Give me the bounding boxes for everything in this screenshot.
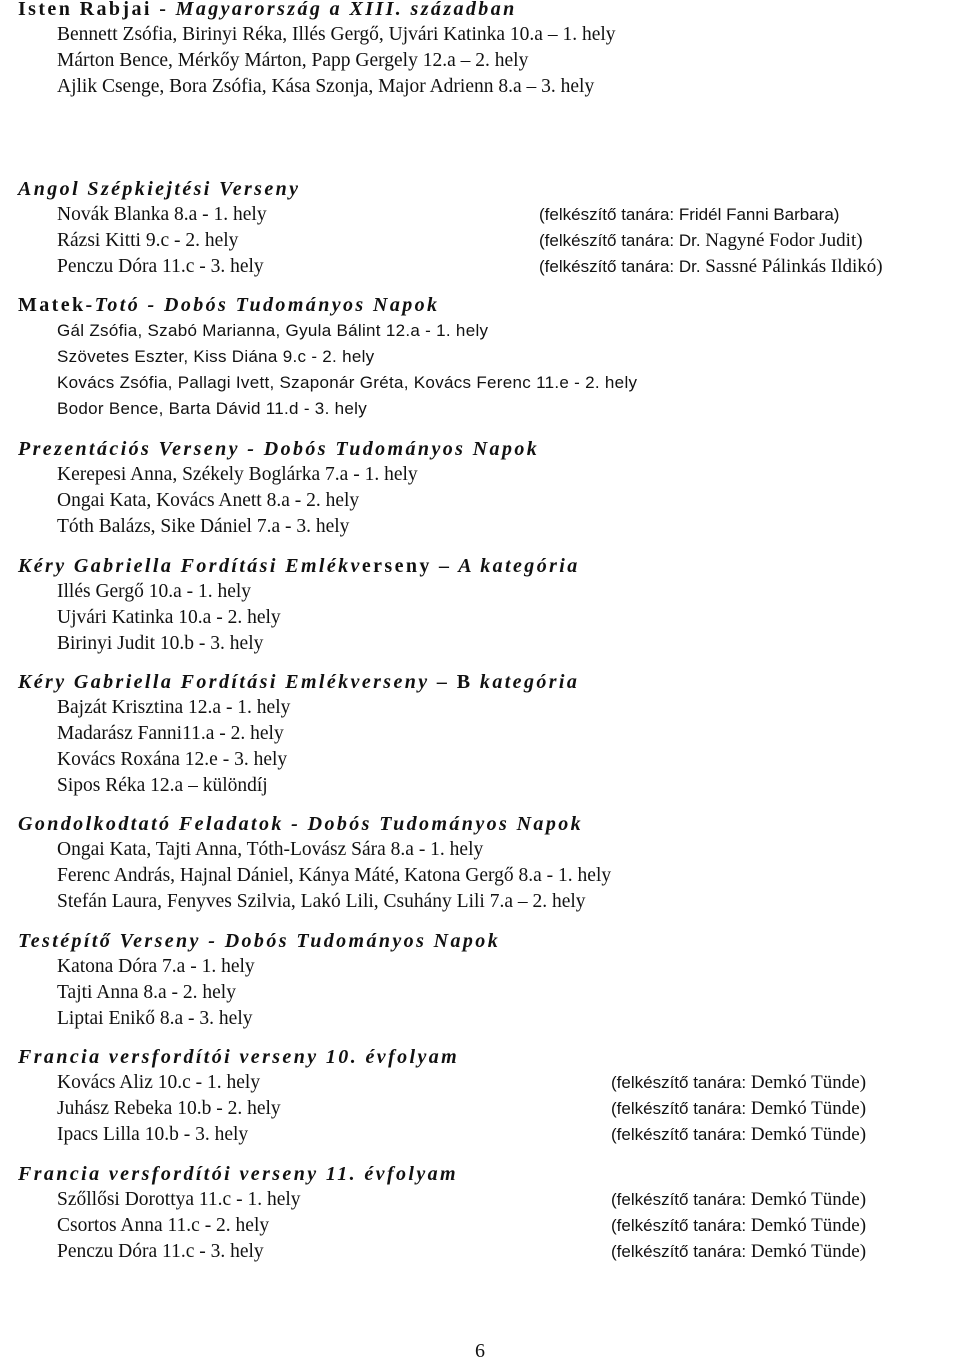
- result-entry: Kovács Roxána 12.e - 3. hely: [57, 749, 288, 770]
- result-text: Penczu Dóra 11.c - 3. hely: [57, 1241, 264, 1262]
- result-entry: Kovács Zsófia, Pallagi Ivett, Szaponár Gréta, Kovács Ferenc 11.e - 2. hely: [57, 373, 638, 392]
- section-testepito: [18, 928, 960, 1032]
- section-kery-b-kategoria: [18, 669, 960, 799]
- result-text: Novák Blanka 8.a - 1. hely: [57, 204, 267, 225]
- result-entry: [57, 202, 960, 228]
- result-entry: [57, 1187, 960, 1213]
- section-heading: Angol Szépkiejtési Verseny: [18, 178, 301, 200]
- section-francia-11: [18, 1161, 960, 1265]
- result-entry: Sipos Réka 12.a – különdíj: [57, 775, 268, 796]
- section-heading: Kéry Gabriella Fordítási Emlékverseny – A kategória: [18, 555, 580, 577]
- teacher-note: (felkészítő tanára: Demkó Tünde): [611, 1241, 867, 1262]
- section-heading: Prezentációs Verseny - Dobós Tudományos Napok: [18, 438, 540, 460]
- result-text: Csortos Anna 11.c - 2. hely: [57, 1215, 270, 1236]
- teacher-note: (felkészítő tanára: Demkó Tünde): [611, 1215, 867, 1236]
- result-entry: Tajti Anna 8.a - 2. hely: [57, 982, 236, 1003]
- result-entry: Márton Bence, Mérkőy Márton, Papp Gergely 12.a – 2. hely: [57, 50, 529, 71]
- result-text: Rázsi Kitti 9.c - 2. hely: [57, 230, 239, 251]
- result-text: Juhász Rebeka 10.b - 2. hely: [57, 1098, 281, 1119]
- section-heading: Matek-Totó - Dobós Tudományos Napok: [18, 294, 440, 316]
- result-text: Szőllősi Dorottya 11.c - 1. hely: [57, 1189, 301, 1210]
- section-angol-szepkiejtesi: [18, 176, 960, 280]
- page-number: 6: [475, 1340, 485, 1362]
- result-entry: [57, 1213, 960, 1239]
- result-text: Kovács Aliz 10.c - 1. hely: [57, 1072, 261, 1093]
- result-entry: Bennett Zsófia, Birinyi Réka, Illés Gergő, Ujvári Katinka 10.a – 1. hely: [57, 24, 616, 45]
- result-text: Penczu Dóra 11.c - 3. hely: [57, 256, 264, 277]
- section-heading: Isten Rabjai - Magyarország a XIII. században: [18, 0, 517, 20]
- section-prezentacios: [18, 436, 960, 540]
- result-entry: Szövetes Eszter, Kiss Diána 9.c - 2. hely: [57, 347, 375, 366]
- teacher-note: (felkészítő tanára: Dr. Nagyné Fodor Judit): [539, 230, 863, 251]
- result-entry: [57, 254, 960, 280]
- result-entry: [57, 1122, 960, 1148]
- section-heading: Gondolkodtató Feladatok - Dobós Tudományos Napok: [18, 813, 584, 835]
- teacher-note: (felkészítő tanára: Demkó Tünde): [611, 1124, 867, 1145]
- section-heading: Testépítő Verseny - Dobós Tudományos Napok: [18, 930, 501, 952]
- result-entry: Illés Gergő 10.a - 1. hely: [57, 581, 252, 602]
- teacher-note: (felkészítő tanára: Fridél Fanni Barbara): [539, 205, 840, 224]
- section-isten-rabjai: [18, 0, 960, 100]
- result-entry: Tóth Balázs, Sike Dániel 7.a - 3. hely: [57, 516, 350, 537]
- result-entry: Madarász Fanni11.a - 2. hely: [57, 723, 284, 744]
- result-entry: Ujvári Katinka 10.a - 2. hely: [57, 607, 281, 628]
- section-heading: Francia versfordítói verseny 10. évfolyam: [18, 1046, 460, 1068]
- result-entry: [57, 1096, 960, 1122]
- result-entry: [57, 228, 960, 254]
- result-entry: Ongai Kata, Tajti Anna, Tóth-Lovász Sára 8.a - 1. hely: [57, 839, 484, 860]
- result-entry: Gál Zsófia, Szabó Marianna, Gyula Bálint 12.a - 1. hely: [57, 321, 489, 340]
- result-entry: [57, 1239, 960, 1265]
- section-francia-10: [18, 1044, 960, 1148]
- section-gondolkodtato: [18, 811, 960, 915]
- section-matek-toto: [18, 292, 960, 422]
- result-entry: Stefán Laura, Fenyves Szilvia, Lakó Lili, Csuhány Lili 7.a – 2. hely: [57, 891, 586, 912]
- result-entry: [57, 1070, 960, 1096]
- result-entry: Ongai Kata, Kovács Anett 8.a - 2. hely: [57, 490, 360, 511]
- section-heading: Francia versfordítói verseny 11. évfolyam: [18, 1163, 459, 1185]
- section-kery-a-kategoria: [18, 553, 960, 657]
- result-entry: Bodor Bence, Barta Dávid 11.d - 3. hely: [57, 399, 367, 418]
- result-entry: Ajlik Csenge, Bora Zsófia, Kása Szonja, Major Adrienn 8.a – 3. hely: [57, 76, 595, 97]
- result-entry: Katona Dóra 7.a - 1. hely: [57, 956, 255, 977]
- teacher-note: (felkészítő tanára: Dr. Sassné Pálinkás Ildikó): [539, 256, 883, 277]
- result-entry: Liptai Enikő 8.a - 3. hely: [57, 1008, 253, 1029]
- result-entry: Birinyi Judit 10.b - 3. hely: [57, 633, 264, 654]
- teacher-note: (felkészítő tanára: Demkó Tünde): [611, 1072, 867, 1093]
- result-text: Ipacs Lilla 10.b - 3. hely: [57, 1124, 249, 1145]
- result-entry: Bajzát Krisztina 12.a - 1. hely: [57, 697, 291, 718]
- teacher-note: (felkészítő tanára: Demkó Tünde): [611, 1098, 867, 1119]
- result-entry: Ferenc András, Hajnal Dániel, Kánya Máté, Katona Gergő 8.a - 1. hely: [57, 865, 612, 886]
- teacher-note: (felkészítő tanára: Demkó Tünde): [611, 1189, 867, 1210]
- section-heading: Kéry Gabriella Fordítási Emlékverseny – B kategória: [18, 671, 580, 693]
- result-entry: Kerepesi Anna, Székely Boglárka 7.a - 1. hely: [57, 464, 418, 485]
